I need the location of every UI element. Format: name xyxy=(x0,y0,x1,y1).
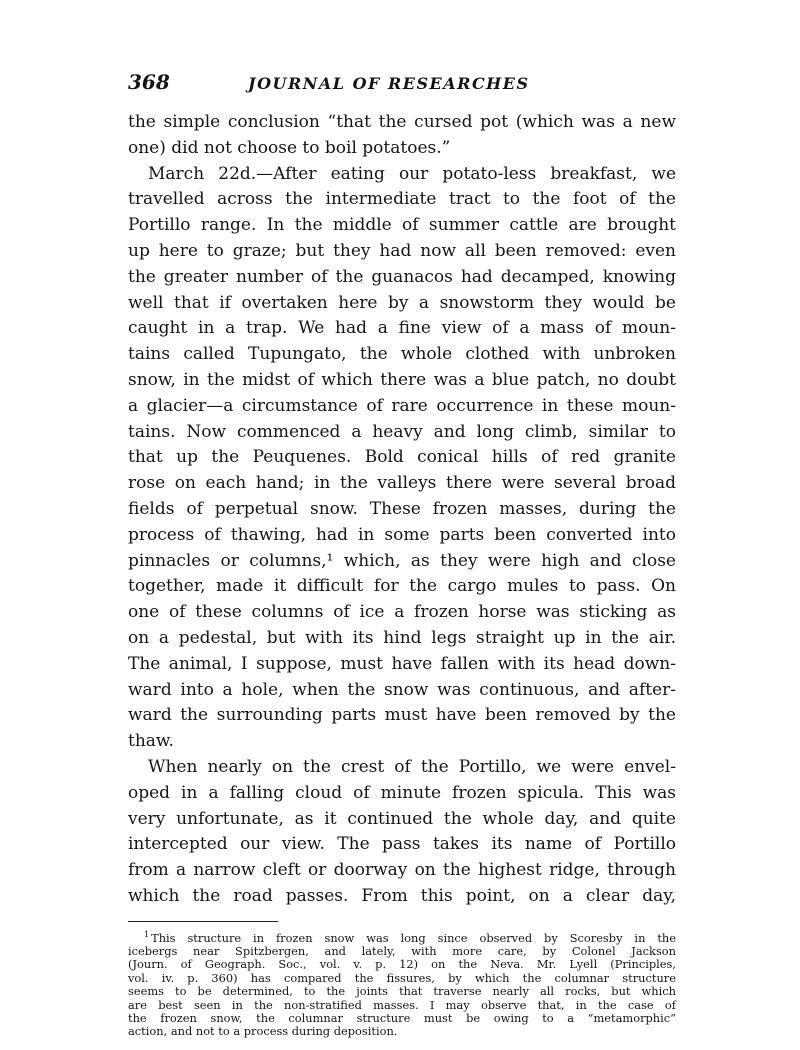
text-line: Portillo range. In the middle of summer cattle are brought xyxy=(128,215,676,236)
page-number: 368 xyxy=(128,70,170,94)
footnote xyxy=(128,928,676,1039)
text-line: the simple conclusion “that the cursed pot (which was a new xyxy=(128,112,676,132)
footnote-line: action, and not to a process during deposition. xyxy=(128,1024,398,1039)
text-line: process of thawing, had in some parts been converted into xyxy=(128,524,676,545)
text-line: ward the surrounding parts must have been removed by the xyxy=(128,705,676,726)
text-line: thaw. xyxy=(128,731,174,752)
text-line: the greater number of the guanacos had decamped, knowing xyxy=(128,266,676,287)
text-line: a glacier—a circumstance of rare occurrence in these moun- xyxy=(128,395,676,416)
text-line: travelled across the intermediate tract to the foot of the xyxy=(128,189,676,210)
text-line: March 22d.—After eating our potato-less breakfast, we xyxy=(148,163,676,184)
text-line: tains called Tupungato, the whole clothed with unbroken xyxy=(128,344,676,365)
text-line: When nearly on the crest of the Portillo, we were envel- xyxy=(148,756,676,777)
text-line: caught in a trap. We had a fine view of a mass of moun- xyxy=(128,318,676,339)
text-line: from a narrow cleft or doorway on the highest ridge, through xyxy=(128,860,676,881)
page-header xyxy=(128,70,676,110)
book-page xyxy=(128,70,676,1039)
footnote-line: vol. iv. p. 360) has compared the fissures, by which the columnar structure xyxy=(128,970,676,985)
text-line: on a pedestal, but with its hind legs straight up in the air. xyxy=(128,627,676,648)
footnote-line: (Journ. of Geograph. Soc., vol. v. p. 12) on the Neva. Mr. Lyell (Principles, xyxy=(128,957,676,972)
text-line: very unfortunate, as it continued the whole day, and quite xyxy=(128,808,676,829)
text-line: snow, in the midst of which there was a blue patch, no doubt xyxy=(128,369,676,390)
footnote-line: are best seen in the non-stratified masses. I may observe that, in the case of xyxy=(128,997,676,1012)
running-head: JOURNAL OF RESEARCHES xyxy=(248,74,530,93)
footnote-divider xyxy=(128,921,278,922)
text-line: well that if overtaken here by a snowstorm they would be xyxy=(128,292,676,313)
body-text xyxy=(128,110,676,910)
footnote-line: the frozen snow, the columnar structure must be owing to a “metamorphic” xyxy=(128,1010,676,1025)
text-line: pinnacles or columns,¹ which, as they were high and close xyxy=(128,550,676,571)
footnote-line: icebergs near Spitzbergen, and lately, with more care, by Colonel Jackson xyxy=(128,943,676,958)
text-line: ward into a hole, when the snow was continuous, and after- xyxy=(128,679,676,700)
text-line: one of these columns of ice a frozen horse was sticking as xyxy=(128,602,676,623)
text-line: up here to graze; but they had now all been removed: even xyxy=(128,240,676,261)
text-line: tains. Now commenced a heavy and long climb, similar to xyxy=(128,421,676,442)
footnote-line-first xyxy=(128,928,676,945)
footnote-line: seems to be determined, to the joints that traverse nearly all rocks, but which xyxy=(128,984,676,999)
text-line: rose on each hand; in the valleys there were several broad xyxy=(128,473,676,494)
footnote-text: This structure in frozen snow was long since observed by Scoresby in the xyxy=(151,930,676,945)
text-line: The animal, I suppose, must have fallen with its head down- xyxy=(128,653,676,674)
text-line: fields of perpetual snow. These frozen masses, during the xyxy=(128,498,676,519)
footnote-marker: 1 xyxy=(144,929,150,939)
text-line: that up the Peuquenes. Bold conical hills of red granite xyxy=(128,447,676,468)
text-line: which the road passes. From this point, on a clear day, xyxy=(128,885,676,906)
text-line: one) did not choose to boil potatoes.” xyxy=(128,137,451,158)
text-line: together, made it difficult for the cargo mules to pass. On xyxy=(128,576,676,597)
text-line: oped in a falling cloud of minute frozen spicula. This was xyxy=(128,782,676,803)
text-line: intercepted our view. The pass takes its name of Portillo xyxy=(128,834,676,855)
